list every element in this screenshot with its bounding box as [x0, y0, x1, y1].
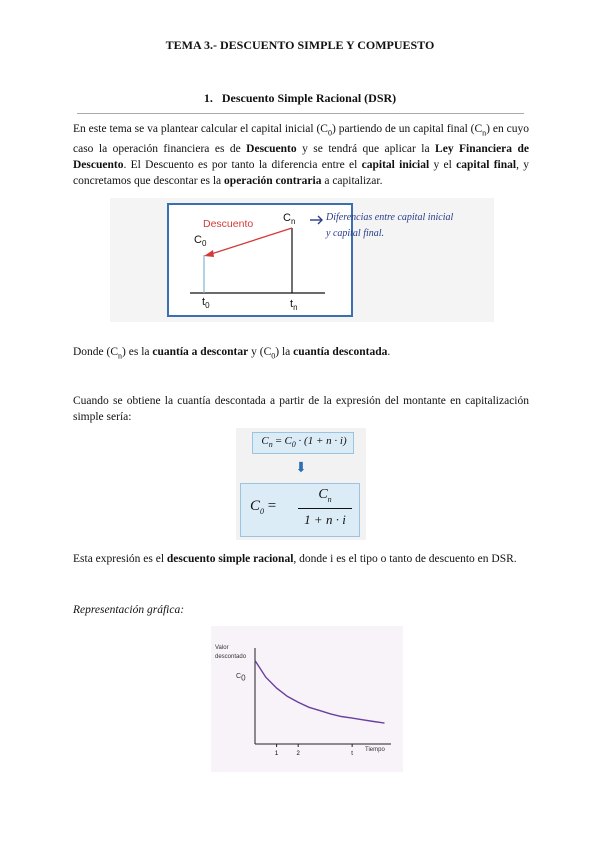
- discount-diagram: [110, 198, 494, 322]
- intro-paragraph: En este tema se va plantear calcular el capital inicial $(C_0)$ partiendo de un capital final $(C_n)$ en cuyo caso la operación financiera es de Descuento y se tendrá que aplicar la Ley Financiera de Descuento. El Descuento es por tanto la diferencia entre el capital inicial y el capital final, y concretamos que descontar es la operación contraria a capitalizar.: [73, 123, 530, 188]
- t0-label: $t_0$: [202, 296, 210, 311]
- section-divider: [77, 113, 524, 114]
- document-title: TEMA 3.- DESCUENTO SIMPLE Y COMPUESTO: [165, 38, 435, 52]
- y-axis-label: Valor descontado: [215, 645, 247, 660]
- section-title: Descuento Simple Racional (DSR): [221, 91, 397, 105]
- representation-label: Representación gráfica:: [73, 604, 185, 616]
- diagram-frame: [168, 204, 352, 316]
- formula-montante: $C_n = C_0 \cdot (1 + n \cdot i)$: [261, 435, 347, 450]
- x-tick-label: 2: [296, 751, 300, 757]
- tn-label: $t_n$: [290, 298, 298, 313]
- down-arrow-icon: ⬇: [295, 461, 307, 476]
- section-number: 1.: [203, 91, 213, 105]
- x-tick-label: 1: [274, 751, 279, 757]
- c0-start-label: $C_0$: [236, 673, 246, 683]
- formula-numerator: $C_n$: [318, 487, 332, 504]
- handwritten-note: Diferencias entre capital inicial y capital final.: [326, 212, 454, 239]
- x-tick-label: t: [351, 751, 353, 757]
- c0-label: $C_0$: [194, 234, 207, 249]
- formula-dsr-lhs: $C_0$ =: [250, 498, 277, 516]
- section-heading: [0, 91, 600, 106]
- donde-paragraph: Donde $(C_n)$ es la cuantía a descontar y $(C_0)$ la cuantía descontada.: [73, 346, 391, 361]
- esta-paragraph: Esta expresión es el descuento simple racional, donde i es el tipo o tanto de descuento en DSR.: [73, 553, 517, 565]
- x-axis-label: Tiempo: [365, 747, 385, 753]
- cuando-paragraph: Cuando se obtiene la cuantía descontada a partir de la expresión del montante en capitalización simple sería:: [73, 395, 529, 423]
- cn-label: $C_n$: [283, 212, 296, 227]
- formula-denominator: 1 + n · i: [304, 512, 346, 527]
- descuento-label: Descuento: [203, 218, 254, 230]
- formula-figure: [236, 428, 366, 540]
- fraction-bar: [298, 508, 352, 509]
- discount-curve-chart: [211, 626, 403, 772]
- discount-curve-line: [255, 661, 385, 724]
